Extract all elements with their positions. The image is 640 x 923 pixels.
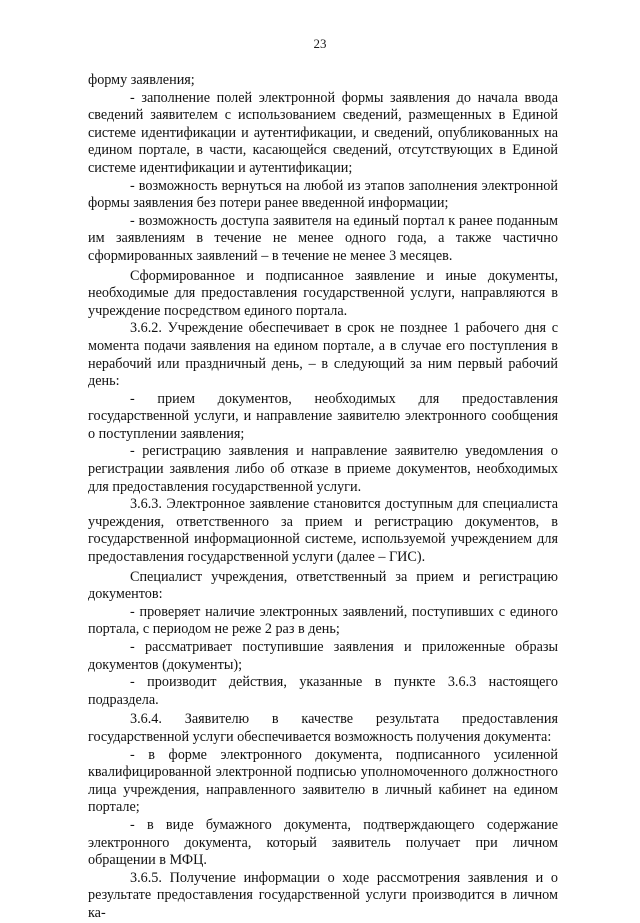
paragraph: - рассматривает поступившие заявления и приложенные образы документов (документы); bbox=[88, 639, 558, 673]
paragraph: - возможность вернуться на любой из этапов заполнения электронной формы заявления без потери ранее введенной информации; bbox=[88, 177, 558, 212]
paragraph: 3.6.5. Получение информации о ходе рассмотрения заявления и о результате предоставления государственной услуги производится в личном ка- bbox=[88, 869, 558, 921]
paragraph: - в виде бумажного документа, подтверждающего содержание электронного документа, который заявитель получает при личном обращении в МФЦ. bbox=[88, 816, 558, 869]
paragraph: - в форме электронного документа, подписанного усиленной квалифицированной электронной подписью уполномоченного должностного лица учреждения, направленного заявителю в личный кабинет на едином портале; bbox=[88, 746, 558, 816]
paragraph: 3.6.4. Заявителю в качестве результата предоставления государственной услуги обеспечивается возможность получения документа: bbox=[88, 711, 558, 745]
paragraph: форму заявления; bbox=[88, 72, 195, 88]
page-number: 23 bbox=[313, 36, 327, 51]
paragraph: - регистрацию заявления и направление заявителю уведомления о регистрации заявления либо об отказе в приеме документов, необходимых для предоставления государственной услуги. bbox=[88, 443, 558, 495]
paragraph: Сформированное и подписанное заявление и иные документы, необходимые для предоставления государственной услуги, направляются в учреждение посредством единого портала. bbox=[88, 267, 558, 319]
paragraph: Специалист учреждения, ответственный за прием и регистрацию документов: bbox=[88, 568, 558, 603]
paragraph: - проверяет наличие электронных заявлений, поступивших с единого портала, с периодом не реже 2 раз в день; bbox=[88, 603, 558, 638]
paragraph: - производит действия, указанные в пункте 3.6.3 настоящего подраздела. bbox=[88, 674, 558, 708]
paragraph: - заполнение полей электронной формы заявления до начала ввода сведений заявителем с использованием сведений, размещенных в Единой системе идентификации и аутентификации, и сведений, опубликованных на едином портале, в части, касающейся сведений, отсутствующих в Единой системе идентификации и аутентификации; bbox=[88, 89, 558, 176]
paragraph: - прием документов, необходимых для предоставления государственной услуги, и направление заявителю электронного сообщения о поступлении заявления; bbox=[88, 390, 558, 442]
body-text bbox=[88, 72, 558, 923]
paragraph: 3.6.3. Электронное заявление становится доступным для специалиста учреждения, ответственного за прием и регистрацию документов, в государственной информационной системе, используемой учреждением для предоставления государственной услуги (далее – ГИС). bbox=[88, 496, 558, 566]
paragraph: 3.6.2. Учреждение обеспечивает в срок не позднее 1 рабочего дня с момента подачи заявления на едином портале, а в случае его поступления в нерабочий или праздничный день, – в следующий за ним первый рабочий день: bbox=[88, 320, 558, 390]
paragraph: - возможность доступа заявителя на единый портал к ранее поданным им заявлениям в течение не менее одного года, а также частично сформированных заявлений – в течение не менее 3 месяцев. bbox=[88, 212, 558, 264]
